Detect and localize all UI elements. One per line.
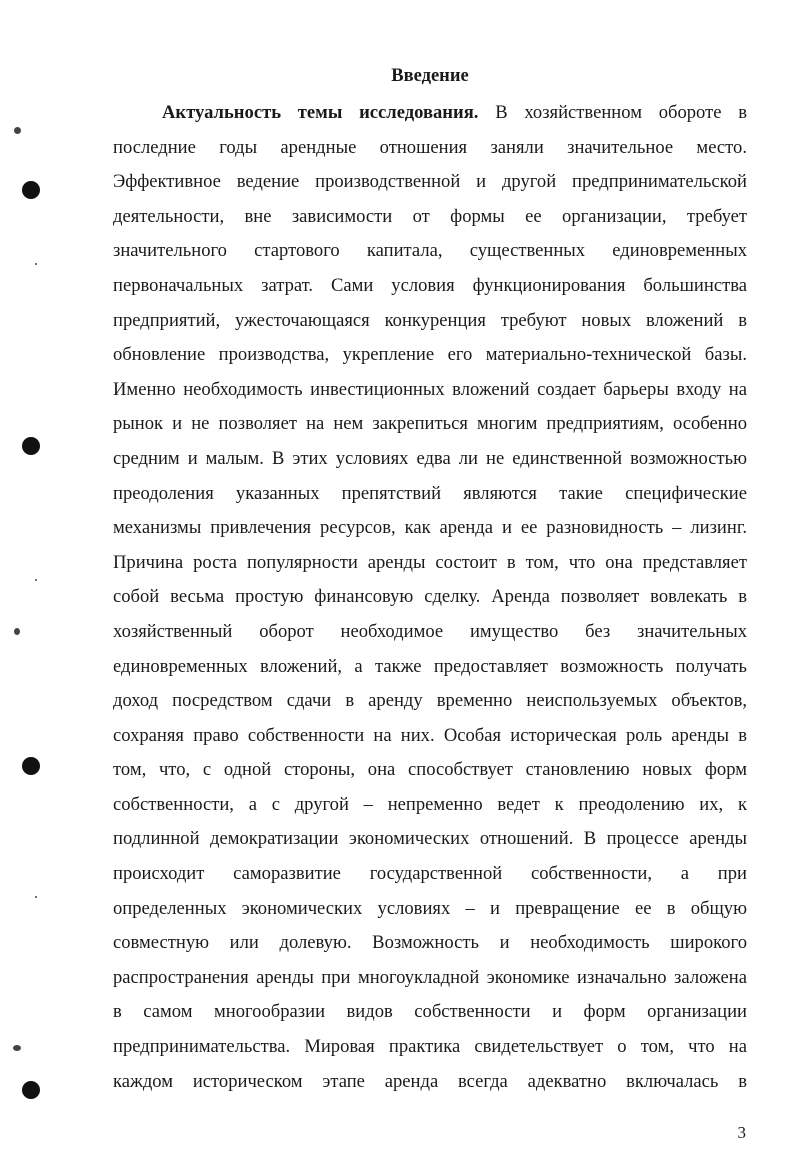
text-line: единовременных вложений, а также предоставляет возможность получать — [113, 655, 747, 677]
text-line: предпринимательства. Мировая практика свидетельствует о том, что на — [113, 1036, 747, 1058]
text-line: подлинной демократизации экономических отношений. В процессе аренды — [113, 828, 747, 850]
punch-hole — [22, 1081, 40, 1099]
text-line — [113, 96, 747, 131]
scan-speck — [35, 263, 37, 265]
text-line: собственности, а с другой – непременно ведет к преодолению их, к — [113, 793, 747, 815]
page-number: 3 — [737, 1123, 746, 1142]
scan-speck — [13, 1045, 21, 1051]
text-line: первоначальных затрат. Сами условия функционирования большинства — [113, 274, 747, 296]
text-line: определенных экономических условиях – и превращение ее в общую — [113, 897, 747, 919]
lead-phrase: Актуальность темы исследования. — [162, 102, 479, 123]
scan-speck — [35, 896, 37, 898]
text-line: сохраняя право собственности на них. Особая историческая роль аренды в — [113, 724, 747, 746]
scan-speck — [35, 579, 37, 581]
text-line: доход посредством сдачи в аренду временно неиспользуемых объектов, — [113, 690, 747, 712]
text-line: том, что, с одной стороны, она способствует становлению новых форм — [113, 759, 747, 781]
body-paragraph — [113, 96, 747, 1099]
text-line: последние годы арендные отношения заняли значительное место. — [113, 136, 747, 158]
text-line: в самом многообразии видов собственности и форм организации — [113, 1001, 747, 1023]
scan-speck — [14, 127, 21, 134]
text-line: рынок и не позволяет на нем закрепиться многим предприятиям, особенно — [113, 413, 747, 435]
section-heading: Введение — [391, 66, 469, 86]
text-line: деятельности, вне зависимости от формы ее организации, требует — [113, 205, 747, 227]
text-line: происходит саморазвитие государственной собственности, а при — [113, 863, 747, 885]
text-line: преодоления указанных препятствий являются такие специфические — [113, 482, 747, 504]
punch-hole — [22, 437, 40, 455]
text-line: значительного стартового капитала, существенных единовременных — [113, 240, 747, 262]
text-line-content: В хозяйственном обороте в — [478, 102, 747, 123]
text-line: собой весьма простую финансовую сделку. Аренда позволяет вовлекать в — [113, 586, 747, 608]
text-line: хозяйственный оборот необходимое имущество без значительных — [113, 620, 747, 642]
punch-hole — [22, 181, 40, 199]
text-line: предприятий, ужесточающаяся конкуренция требуют новых вложений в — [113, 309, 747, 331]
text-line: каждом историческом этапе аренда всегда адекватно включалась в — [113, 1070, 747, 1092]
text-line: механизмы привлечения ресурсов, как аренда и ее разновидность – лизинг. — [113, 517, 747, 539]
punch-hole — [22, 757, 40, 775]
text-line: средним и малым. В этих условиях едва ли не единственной возможностью — [113, 447, 747, 469]
text-line: Именно необходимость инвестиционных вложений создает барьеры входу на — [113, 378, 747, 400]
text-line: совместную или долевую. Возможность и необходимость широкого — [113, 932, 747, 954]
text-line: Эффективное ведение производственной и другой предпринимательской — [113, 171, 747, 193]
scan-speck — [14, 628, 20, 635]
text-line: Причина роста популярности аренды состоит в том, что она представляет — [113, 551, 747, 573]
text-line: распространения аренды при многоукладной экономике изначально заложена — [113, 966, 747, 988]
text-line: обновление производства, укрепление его материально-технической базы. — [113, 344, 747, 366]
